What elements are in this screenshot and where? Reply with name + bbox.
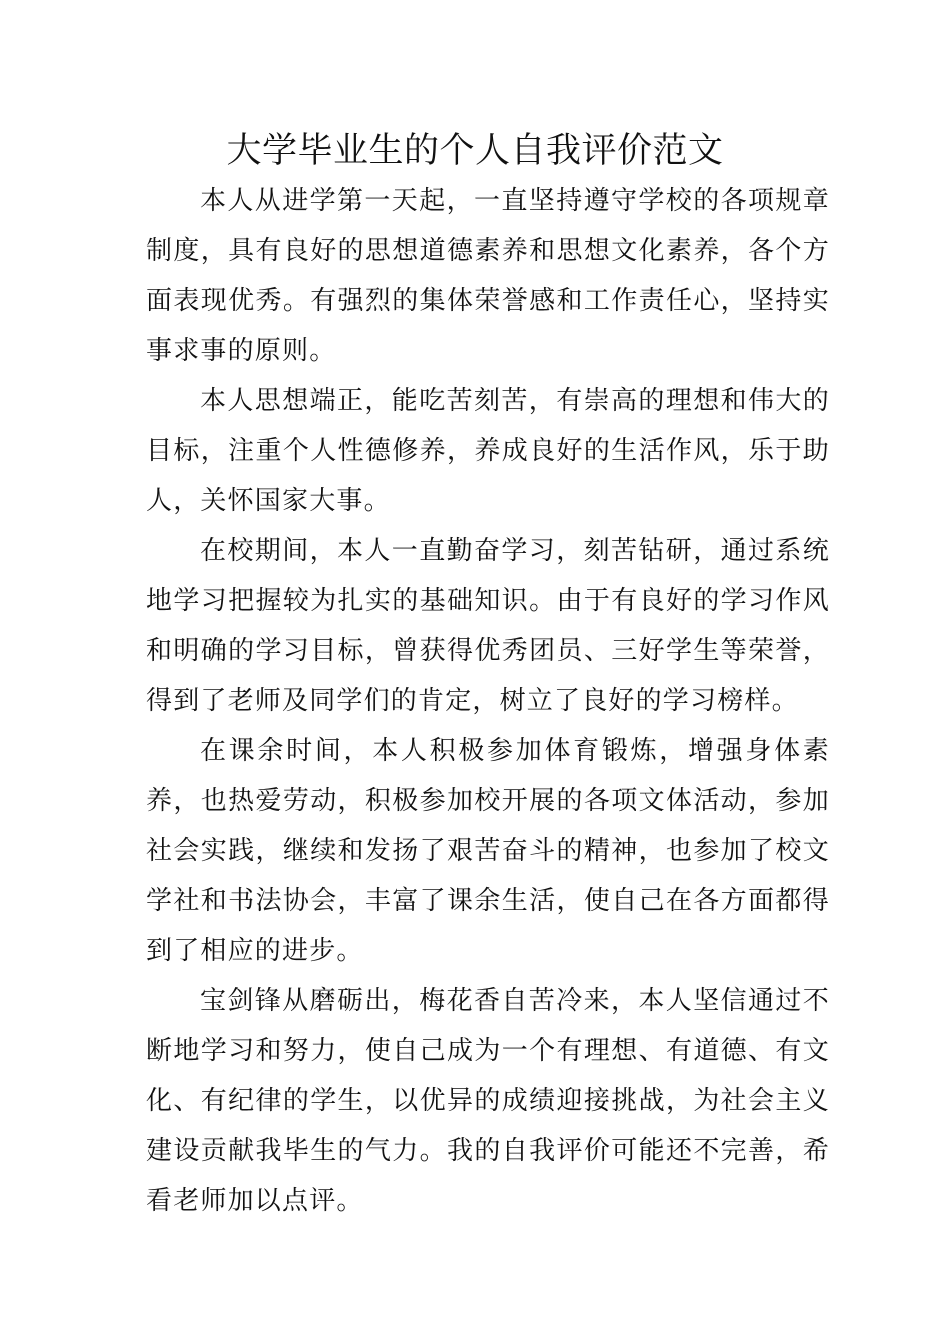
paragraph-1: 本人从进学第一天起，一直坚持遵守学校的各项规章制度，具有良好的思想道德素养和思想文化素养，各个方面表现优秀。有强烈的集体荣誉感和工作责任心，坚持实事求事的原则。 [146,186,830,366]
paragraph-2: 本人思想端正，能吃苦刻苦，有崇高的理想和伟大的目标，注重个人性德修养，养成良好的生活作风，乐于助人，关怀国家大事。 [146,386,830,516]
document-title: 大学毕业生的个人自我评价范文 [226,131,724,171]
paragraph-4: 在课余时间，本人积极参加体育锻炼，增强身体素养，也热爱劳动，积极参加校开展的各项文体活动，参加社会实践，继续和发扬了艰苦奋斗的精神，也参加了校文学社和书法协会，丰富了课余生活，使自己在各方面都得到了相应的进步。 [146,736,830,966]
paragraph-3: 在校期间，本人一直勤奋学习，刻苦钻研，通过系统地学习把握较为扎实的基础知识。由于有良好的学习作风和明确的学习目标，曾获得优秀团员、三好学生等荣誉，得到了老师及同学们的肯定，树立了良好的学习榜样。 [146,536,830,716]
document-body [146,176,830,1226]
paragraph-5: 宝剑锋从磨砺出，梅花香自苦冷来，本人坚信通过不断地学习和努力，使自己成为一个有理想、有道德、有文化、有纪律的学生，以优异的成绩迎接挑战，为社会主义建设贡献我毕生的气力。我的自我评价可能还不完善，希看老师加以点评。 [146,986,830,1216]
